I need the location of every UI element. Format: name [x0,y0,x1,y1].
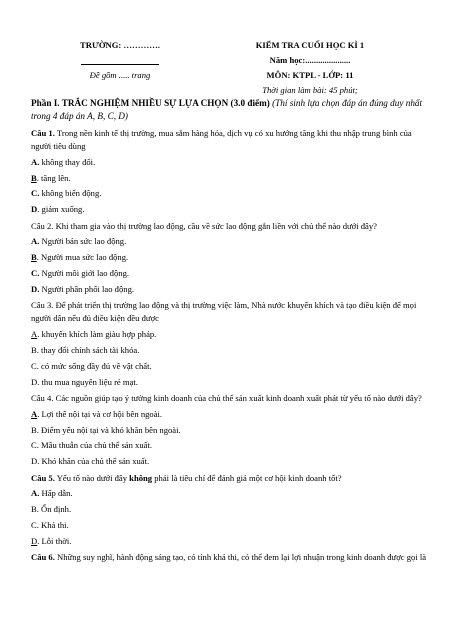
question-2 [31,220,429,233]
option-5d: D. Lỗi thời. [31,535,72,546]
option-3a: A. khuyến khích làm giàu hợp pháp. [31,329,157,340]
question-label: Câu 4. [31,393,54,403]
header-rule [60,58,180,69]
option-1a: A. không thay đổi. [31,156,96,167]
school-label: TRƯỜNG: …………. [80,40,160,50]
question-label: Câu 6. [31,552,55,563]
question-5: Câu 5. Yếu tố nào dưới đây không phải là tiêu chí để đánh giá một cơ hội kinh doanh tốt? [31,472,342,483]
year-label: Năm học:..................... [269,55,351,65]
option-4b: B. Điểm yếu nội tại và khó khăn bên ngoài. [31,424,181,435]
question-label: Câu 3. [31,300,54,311]
section-title-bold: Phần I. TRẮC NGHIỆM NHIỀU SỰ LỰA CHỌN (3.0 điểm) [31,98,270,108]
question-4 [31,392,429,405]
question-1 [31,127,429,154]
option-1b: B. tăng lên. [31,172,71,183]
option-3d: D. thu mua nguyên liệu rẻ mạt. [31,376,138,387]
exam-content [31,97,429,564]
question-label: Câu 2. [31,220,54,231]
option-4a: A. Lợi thế nội tại và cơ hội bên ngoài. [31,408,163,419]
question-text: Những suy nghĩ, hành động sáng tạo, có tính khả thi, có thể đem lại lợi nhuận trong kinh doanh được gọi là [54,552,427,563]
option-4d: D. Khó khăn của chủ thể sản xuất. [31,456,150,467]
option-2a: A. Người bán sức lao động. [31,236,127,247]
option-1d: D. giảm xuống. [31,204,85,215]
question-text: Để phát triển thị trường lao động và thị trường việc làm, Nhà nước khuyến khích và tạo điều kiện để mọi người dân nếu đủ điều kiện đều được [31,300,417,324]
pages-label: Đề gồm ..... trang [89,70,151,80]
subject-label: MÔN: KTPL - LỚP: 11 [266,70,354,80]
section-title-italic: (Thí sinh lựa chọn đáp án đúng duy nhất trong 4 đáp án A, B, C, D) [31,98,423,122]
question-3 [31,299,429,326]
question-text: Trong nền kinh tế thị trường, mua sắm hàng hóa, dịch vụ có xu hướng tăng khi thu nhập trung bình của người tiêu dùng [31,127,412,151]
question-label: Câu 5. [31,472,55,483]
option-3b: B. thay đổi chính sách tài khóa. [31,345,140,356]
section-title [31,97,429,124]
option-3c: C. có mức sống đầy đủ về vật chất. [31,360,152,371]
option-2c: C. Người môi giới lao động. [31,268,130,278]
time-label: Thời gian làm bài: 45 phút; [262,85,358,95]
option-1c: C. không biến động. [31,188,102,199]
option-5c: C. Khả thi. [31,520,69,530]
question-text: Khi tham gia vào thị trường lao động, cầu về sức lao động gắn liền với chủ thể nào dưới đây? [53,220,377,231]
exam-title: KIỂM TRA CUỐI HỌC KÌ 1 [255,40,365,50]
option-5b: B. Ổn định. [31,504,72,515]
question-label: Câu 1. [31,127,55,138]
option-2d: D. Người phân phối lao động. [31,283,135,294]
option-4c: C. Mâu thuẫn của chủ thể sản xuất. [31,440,152,451]
emphasis-not: không [129,472,153,483]
option-5a: A. Hấp dẫn. [31,488,73,499]
question-text: Các nguồn giúp tạo ý tưởng kinh doanh của chủ thể sản xuất kinh doanh xuất phát từ yếu tố nào dưới đây? [53,393,422,403]
question-6 [31,551,429,564]
option-2b: B. Người mua sức lao động. [31,252,129,263]
